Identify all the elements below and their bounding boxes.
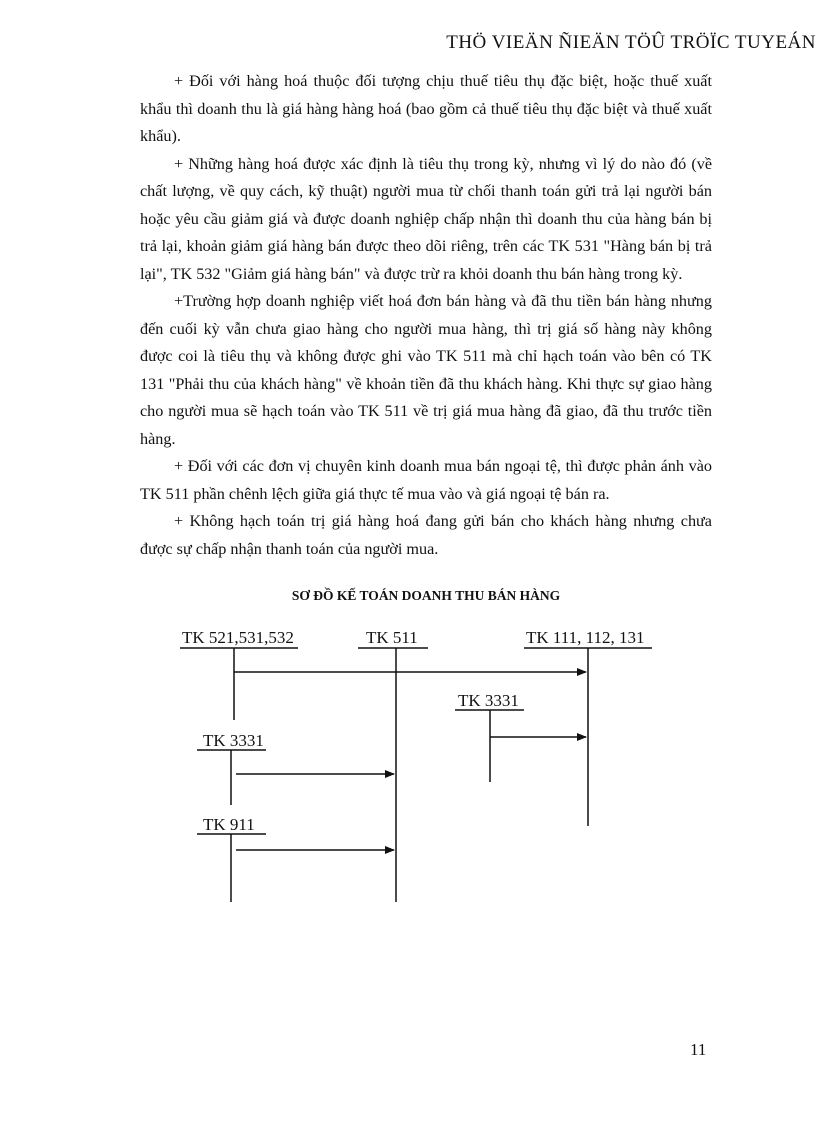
tk511-label: TK 511	[366, 628, 418, 647]
diagram-title: SƠ ĐỒ KẾ TOÁN DOANH THU BÁN HÀNG	[291, 588, 561, 603]
paragraph-1: + Đối với hàng hoá thuộc đối tượng chịu thuế tiêu thụ đặc biệt, hoặc thuế xuất khẩu thì doanh thu là giá hàng hàng hoá (bao gồm cả thuế tiêu thụ đặc biệt và thuế xuất khẩu).	[140, 72, 712, 145]
tk521-label: TK 521,531,532	[182, 628, 294, 647]
page-number: 11	[690, 1040, 707, 1059]
page-header: THÖ VIEÄN ÑIEÄN TÖÛ TRÖÏC TUYEÁN	[446, 32, 816, 53]
tk111-label: TK 111, 112, 131	[526, 628, 645, 647]
paragraph-5: + Không hạch toán trị giá hàng hoá đang gửi bán cho khách hàng nhưng chưa được sự chấp nhận thanh toán của người mua.	[140, 512, 712, 558]
tk911-label: TK 911	[203, 815, 255, 834]
paragraph-3: +Trường hợp doanh nghiệp viết hoá đơn bán hàng và đã thu tiền bán hàng nhưng đến cuối kỳ vẫn chưa giao hàng cho người mua hàng, thì trị giá số hàng này không được coi là tiêu thụ và không được ghi vào TK 511 mà chỉ hạch toán vào bên có TK 131 "Phải thu của khách hàng" về khoản tiền đã thu khách hàng. Khi thực sự giao hàng cho người mua sẽ hạch toán vào TK 511 về trị giá mua hàng đã giao, đã thu trước tiền hàng.	[140, 292, 712, 448]
paragraph-4: + Đối với các đơn vị chuyên kinh doanh mua bán ngoại tệ, thì được phản ánh vào TK 511 phần chênh lệch giữa giá thực tế mua vào và giá ngoại tệ bán ra.	[140, 457, 712, 503]
tk3331-left-label: TK 3331	[203, 731, 264, 750]
tk3331-top-label: TK 3331	[458, 691, 519, 710]
paragraph-2: + Những hàng hoá được xác định là tiêu thụ trong kỳ, nhưng vì lý do nào đó (về chất lượng, về quy cách, kỹ thuật) người mua từ chối thanh toán gửi trả lại người bán hoặc yêu cầu giảm giá và được doanh nghiệp chấp nhận thì doanh thu của hàng bán bị trả lại, khoản giảm giá hàng bán được theo dõi riêng, trên các TK 531 "Hàng bán bị trả lại", TK 532 "Giảm giá hàng bán" và được trừ ra khỏi doanh thu bán hàng trong kỳ.	[140, 154, 712, 283]
